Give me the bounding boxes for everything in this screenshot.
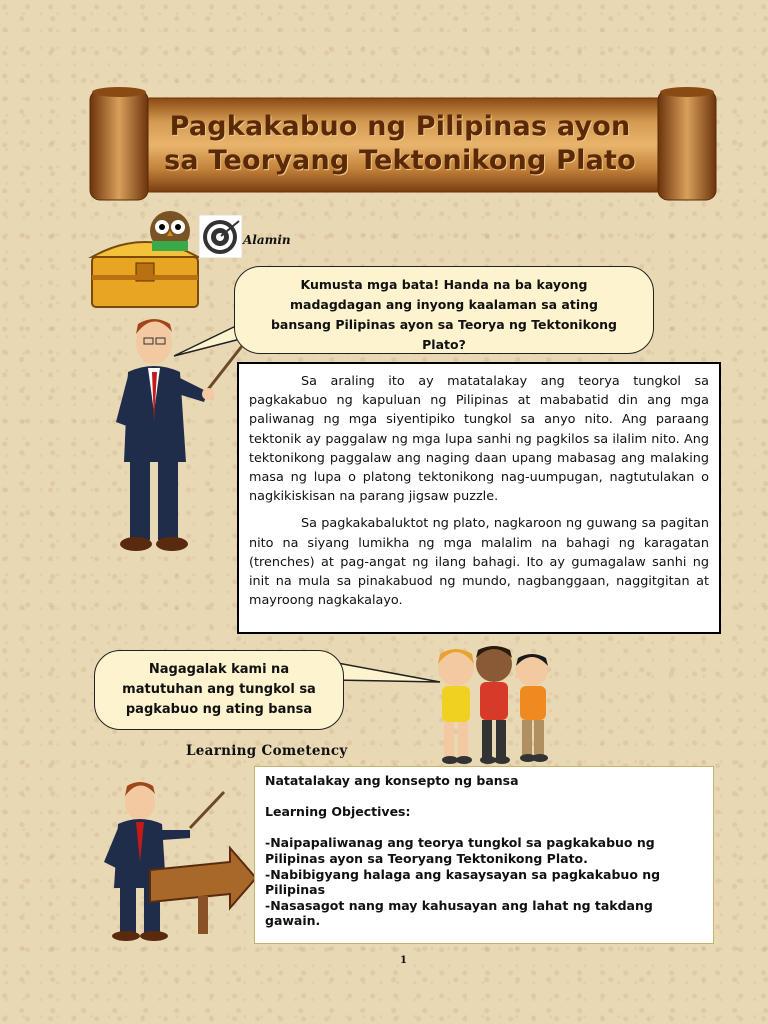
teacher-pointing-illustration: [110, 312, 250, 557]
lesson-paragraph-1: Sa araling ito ay matatalakay ang teorya tungkol sa pagkakabuo ng kapuluan ng Pilipinas at mababatid din ang mga paliwanag ng mga siyentipiko tungkol sa anyo nito. Ang paraang tektonik ay paggalaw ng mga lupa sanhi ng pagkilos sa ilalim nito. Ang tektonikong paggalaw ang naging daan upang mabasag ang malaking masa ng lupa o platong tektonikong nag-uumpugan, nagtutulakan o nagkikiskisan na parang jigsaw puzzle.: [249, 374, 709, 505]
title-line-1: Pagkakabuo ng Pilipinas ayon: [169, 111, 631, 142]
kids-speech-bubble: Nagagalak kami na matutuhan ang tungkol sa pagkabuo ng ating bansa: [94, 650, 344, 730]
title-line-2: sa Teoryang Tektonikong Plato: [164, 145, 636, 176]
page-number: 1: [400, 955, 407, 966]
objectives-heading: Learning Objectives:: [265, 804, 411, 820]
teacher-speech-bubble: Kumusta mga bata! Handa na ba kayong madagdagan ang inyong kaalaman sa ating bansang Pilipinas ayon sa Teorya ng Tektonikong Plato?: [234, 266, 654, 354]
competency-text: Natatalakay ang konsepto ng bansa: [265, 773, 519, 788]
students-illustration: [432, 640, 562, 768]
owl-treasure-chest-icon: [86, 205, 204, 311]
learning-objectives-box: [254, 766, 714, 944]
objective-item: -Nabibigyang halaga ang kasaysayan sa pagkakabuo ng Pilipinas: [265, 866, 661, 898]
objective-item: -Nasasagot nang may kahusayan ang lahat ng takdang gawain.: [265, 897, 653, 929]
lesson-paragraph-2: Sa pagkakabaluktot ng plato, nagkaroon ng guwang sa pagitan nito na siyang lumikha ng mga malalim na bahagi ng karagatan (trenches) at pag-angat ng ilang bahagi. Ito ay gumagalaw sanhi ng init na mula sa pinakabuod ng mundo, nagbanggaan, naggitgitan at mayroong nagkakalayo.: [249, 516, 709, 609]
target-icon: [199, 215, 242, 258]
objective-item: -Naipapaliwanag ang teorya tungkol sa pagkakabuo ng Pilipinas ayon sa Teoryang Tektonikong Plato.: [265, 835, 655, 866]
section-label-alamin: Alamin: [243, 233, 291, 247]
bubble-tail: [330, 658, 442, 688]
lesson-text-box: [237, 362, 721, 634]
learning-competency-heading: Learning Cometency: [186, 743, 348, 759]
teacher-arrow-sign-illustration: [90, 778, 260, 942]
page-title: [150, 110, 650, 178]
